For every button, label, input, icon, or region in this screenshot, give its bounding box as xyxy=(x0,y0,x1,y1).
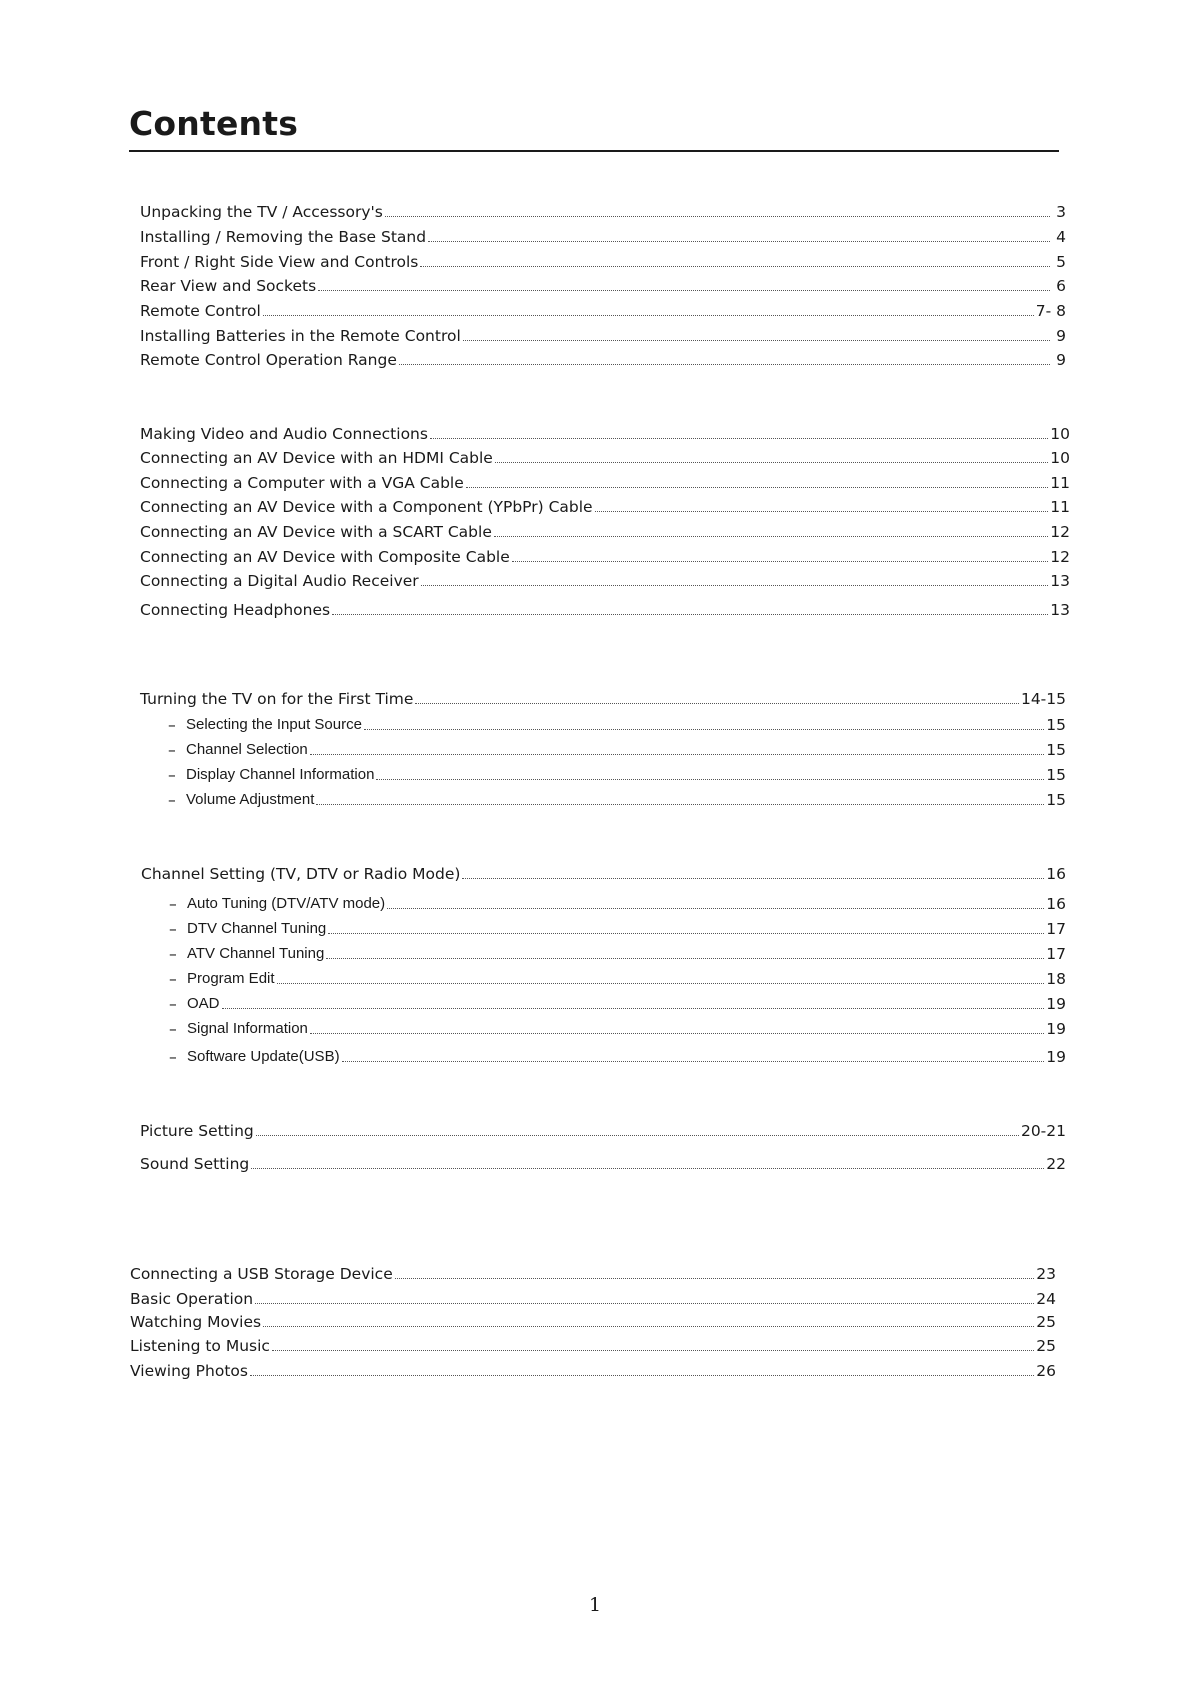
dot-leader xyxy=(385,216,1050,217)
toc-entry xyxy=(140,494,1070,516)
toc-entry-label: Watching Movies xyxy=(130,1313,262,1331)
toc-entry-page: 10 xyxy=(1050,449,1070,467)
toc-entry xyxy=(140,470,1070,492)
toc-entry xyxy=(140,544,1070,566)
title-underline xyxy=(129,150,1059,152)
toc-entry-label: Connecting an AV Device with a Component (YPbPr) Cable xyxy=(140,498,593,516)
toc-entry-page: 13 xyxy=(1050,601,1070,619)
toc-entry xyxy=(169,1044,1066,1066)
toc-entry-page: 5 xyxy=(1056,253,1066,271)
toc-entry-page: 17 xyxy=(1046,920,1066,938)
toc-entry-dash: – xyxy=(168,766,176,784)
toc-entry xyxy=(130,1261,1056,1283)
toc-entry xyxy=(130,1358,1056,1380)
toc-entry-page: 16 xyxy=(1046,865,1066,883)
toc-entry-label: Sound Setting xyxy=(140,1155,250,1173)
toc-entry xyxy=(169,916,1066,938)
toc-entry-label: Installing / Removing the Base Stand xyxy=(140,228,427,246)
dot-leader xyxy=(495,462,1048,463)
toc-entry xyxy=(140,686,1066,708)
dot-leader xyxy=(326,958,1044,959)
toc-entry-page: 22 xyxy=(1046,1155,1066,1173)
toc-entry-dash: – xyxy=(168,741,176,759)
toc-entry-dash: – xyxy=(169,895,177,913)
toc-entry xyxy=(169,891,1066,913)
toc-entry-dash: – xyxy=(169,970,177,988)
toc-entry-dash: – xyxy=(169,995,177,1013)
toc-entry-page: 25 xyxy=(1036,1313,1056,1331)
toc-entry-page: 23 xyxy=(1036,1265,1056,1283)
dot-leader xyxy=(310,754,1045,755)
dot-leader xyxy=(466,487,1048,488)
dot-leader xyxy=(222,1008,1045,1009)
toc-entry xyxy=(140,519,1070,541)
toc-entry xyxy=(168,762,1066,784)
toc-entry-label: Front / Right Side View and Controls xyxy=(140,253,419,271)
toc-entry-page: 19 xyxy=(1046,1048,1066,1066)
toc-entry xyxy=(140,199,1066,221)
toc-entry xyxy=(140,249,1066,271)
dot-leader xyxy=(255,1303,1034,1304)
dot-leader xyxy=(387,908,1044,909)
toc-entry xyxy=(130,1309,1056,1331)
toc-entry-dash: – xyxy=(169,945,177,963)
toc-entry xyxy=(169,991,1066,1013)
toc-entry xyxy=(168,787,1066,809)
toc-entry-page: 14-15 xyxy=(1020,690,1066,708)
dot-leader xyxy=(395,1278,1035,1279)
dot-leader xyxy=(430,438,1048,439)
toc-entry-page: 12 xyxy=(1050,548,1070,566)
toc-entry-page: 6 xyxy=(1056,277,1066,295)
dot-leader xyxy=(250,1375,1034,1376)
toc-entry-label: ATV Channel Tuning xyxy=(187,945,325,962)
toc-entry-label: Turning the TV on for the First Time xyxy=(140,690,414,708)
toc-entry-page: 26 xyxy=(1036,1362,1056,1380)
dot-leader xyxy=(494,536,1048,537)
dot-leader xyxy=(263,315,1034,316)
toc-entry-label: Selecting the Input Source xyxy=(186,716,362,733)
toc-entry-label: Connecting an AV Device with a SCART Cable xyxy=(140,523,492,541)
toc-entry-dash: – xyxy=(169,1020,177,1038)
toc-entry-page: 19 xyxy=(1046,995,1066,1013)
toc-entry xyxy=(140,1118,1066,1140)
toc-entry-dash: – xyxy=(169,1048,177,1066)
toc-entry-dash: – xyxy=(169,920,177,938)
toc-entry-label: Program Edit xyxy=(187,970,275,987)
toc-entry-label: Connecting a Digital Audio Receiver xyxy=(140,572,419,590)
toc-entry-label: Unpacking the TV / Accessory's xyxy=(140,203,383,221)
toc-entry-page: 15 xyxy=(1046,766,1066,784)
dot-leader xyxy=(421,585,1049,586)
toc-entry xyxy=(140,273,1066,295)
toc-entry xyxy=(169,1016,1066,1038)
toc-entry-label: Rear View and Sockets xyxy=(140,277,317,295)
dot-leader xyxy=(263,1326,1034,1327)
toc-entry xyxy=(140,597,1070,619)
toc-entry-page: 7- 8 xyxy=(1035,302,1066,320)
dot-leader xyxy=(318,290,1050,291)
dot-leader xyxy=(256,1135,1019,1136)
toc-entry-page: 9 xyxy=(1056,327,1066,345)
toc-entry-page: 25 xyxy=(1036,1337,1056,1355)
toc-entry xyxy=(140,323,1066,345)
toc-entry-label: Connecting an AV Device with an HDMI Cable xyxy=(140,449,493,467)
dot-leader xyxy=(328,933,1044,934)
toc-entry xyxy=(140,347,1066,369)
toc-entry-page: 11 xyxy=(1050,498,1070,516)
dot-leader xyxy=(251,1168,1044,1169)
toc-entry xyxy=(130,1286,1056,1308)
dot-leader xyxy=(512,561,1048,562)
toc-entry-dash: – xyxy=(168,716,176,734)
dot-leader xyxy=(595,511,1049,512)
page-title: Contents xyxy=(129,104,299,143)
toc-entry xyxy=(140,298,1066,320)
toc-entry-page: 4 xyxy=(1056,228,1066,246)
toc-entry-page: 17 xyxy=(1046,945,1066,963)
dot-leader xyxy=(428,241,1050,242)
toc-entry-label: Connecting Headphones xyxy=(140,601,331,619)
toc-entry-label: Channel Selection xyxy=(186,741,308,758)
toc-entry-label: Remote Control xyxy=(140,302,261,320)
dot-leader xyxy=(399,364,1050,365)
toc-entry-page: 20-21 xyxy=(1020,1122,1066,1140)
toc-entry-page: 18 xyxy=(1046,970,1066,988)
toc-entry-label: Basic Operation xyxy=(130,1290,254,1308)
toc-entry-label: Connecting a Computer with a VGA Cable xyxy=(140,474,464,492)
toc-entry-page: 13 xyxy=(1050,572,1070,590)
toc-entry-page: 12 xyxy=(1050,523,1070,541)
toc-entry-page: 15 xyxy=(1046,741,1066,759)
toc-entry xyxy=(168,712,1066,734)
dot-leader xyxy=(310,1033,1044,1034)
toc-entry-label: Remote Control Operation Range xyxy=(140,351,397,369)
toc-entry-label: Display Channel Information xyxy=(186,766,375,783)
toc-entry xyxy=(141,861,1066,883)
toc-entry-page: 11 xyxy=(1050,474,1070,492)
toc-entry xyxy=(140,421,1070,443)
toc-entry-label: Channel Setting (TV, DTV or Radio Mode) xyxy=(141,865,461,883)
toc-entry-page: 3 xyxy=(1056,203,1066,221)
toc-entry-label: Signal Information xyxy=(187,1020,308,1037)
toc-entry-dash: – xyxy=(168,791,176,809)
toc-entry-page: 10 xyxy=(1050,425,1070,443)
dot-leader xyxy=(342,1061,1045,1062)
toc-entry-label: Connecting an AV Device with Composite Cable xyxy=(140,548,510,566)
toc-entry xyxy=(130,1333,1056,1355)
toc-entry-label: Picture Setting xyxy=(140,1122,254,1140)
toc-entry xyxy=(140,445,1070,467)
dot-leader xyxy=(415,703,1019,704)
toc-entry-label: Software Update(USB) xyxy=(187,1048,340,1065)
toc-entry-label: Making Video and Audio Connections xyxy=(140,425,428,443)
toc-entry xyxy=(169,966,1066,988)
toc-entry-label: Listening to Music xyxy=(130,1337,270,1355)
toc-entry-page: 15 xyxy=(1046,716,1066,734)
toc-entry-label: Viewing Photos xyxy=(130,1362,248,1380)
toc-entry-label: Auto Tuning (DTV/ATV mode) xyxy=(187,895,386,912)
page-number: 1 xyxy=(588,1594,602,1616)
toc-entry-label: DTV Channel Tuning xyxy=(187,920,327,937)
dot-leader xyxy=(277,983,1045,984)
toc-entry-page: 19 xyxy=(1046,1020,1066,1038)
dot-leader xyxy=(420,266,1050,267)
dot-leader xyxy=(376,779,1044,780)
toc-entry xyxy=(140,224,1066,246)
toc-entry-label: Connecting a USB Storage Device xyxy=(130,1265,393,1283)
toc-entry-page: 9 xyxy=(1056,351,1066,369)
toc-entry-page: 15 xyxy=(1046,791,1066,809)
dot-leader xyxy=(462,878,1044,879)
toc-entry-page: 24 xyxy=(1036,1290,1056,1308)
toc-entry xyxy=(168,737,1066,759)
dot-leader xyxy=(463,340,1050,341)
toc-entry xyxy=(169,941,1066,963)
toc-entry-page: 16 xyxy=(1046,895,1066,913)
dot-leader xyxy=(316,804,1044,805)
dot-leader xyxy=(332,614,1048,615)
toc-entry-label: OAD xyxy=(187,995,220,1012)
dot-leader xyxy=(364,729,1044,730)
toc-entry xyxy=(140,568,1070,590)
toc-entry-label: Volume Adjustment xyxy=(186,791,315,808)
dot-leader xyxy=(272,1350,1034,1351)
toc-entry xyxy=(140,1151,1066,1173)
toc-entry-label: Installing Batteries in the Remote Control xyxy=(140,327,461,345)
